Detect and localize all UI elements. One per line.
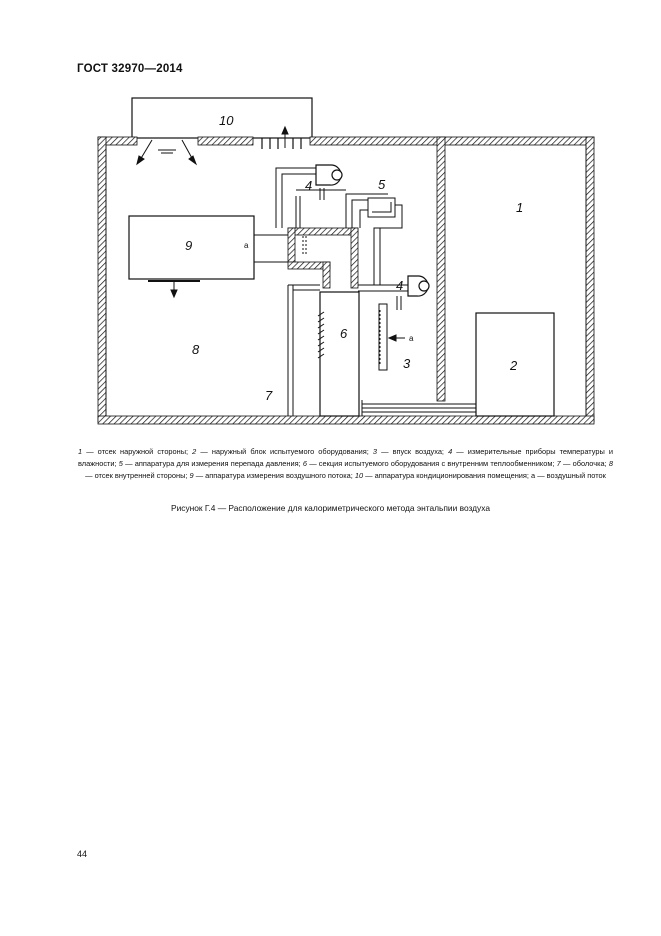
label-6: 6 [340, 326, 348, 341]
label-4-upper: 4 [305, 178, 313, 193]
label-2: 2 [510, 358, 518, 373]
fan-upper [316, 165, 342, 185]
label-9: 9 [185, 238, 193, 253]
legend-item: 4 — измерительные приборы температуры и влажности; [78, 447, 613, 468]
refrigerant-pipes [362, 400, 478, 416]
figure-legend [78, 446, 613, 482]
calorimeter-diagram [0, 0, 661, 440]
label-3: 3 [403, 356, 411, 371]
legend-item: 3 — впуск воздуха; [372, 447, 449, 456]
legend-item: 6 — секция испытуемого оборудования с внутренним теплообменником; [302, 459, 557, 468]
figure-caption: Рисунок Г.4 — Расположение для калориметрического метода энтальпии воздуха [171, 503, 490, 513]
legend-item: 10 — аппаратура кондиционирования помещения; [354, 471, 532, 480]
label-7: 7 [265, 388, 273, 403]
legend-item: 1 — отсек наружной стороны; [78, 447, 193, 456]
label-10: 10 [219, 113, 234, 128]
legend-item: a — воздушный поток [531, 471, 606, 480]
pressure-difference-apparatus [360, 198, 402, 285]
label-5: 5 [378, 177, 386, 192]
legend-item: 5 — аппаратура для измерения перепада давления; [118, 459, 303, 468]
enclosure-channel [288, 228, 358, 288]
connecting-duct [254, 235, 288, 262]
legend-item: 8 — отсек внутренней стороны; [85, 459, 613, 480]
label-8: 8 [192, 342, 200, 357]
fan-lower [408, 276, 429, 296]
page-number: 44 [77, 849, 88, 859]
label-1: 1 [516, 200, 524, 215]
label-a-duct: a [244, 241, 249, 250]
document-header: ГОСТ 32970—2014 [77, 63, 183, 75]
return-air-grille [262, 138, 301, 149]
temp-humidity-sensor-lower [397, 296, 401, 310]
legend-item: 2 — наружный блок испытуемого оборудования; [192, 447, 373, 456]
enclosure-shell [288, 285, 320, 416]
label-4-lower: 4 [396, 278, 404, 293]
apparatus-9-down-arrow [171, 282, 177, 297]
legend-item: 7 — оболочка; [556, 459, 609, 468]
inlet-airflow-arrow [389, 335, 405, 341]
supply-air-arrows [137, 140, 196, 164]
indoor-heat-exchanger-section [320, 292, 359, 416]
measurement-grid-inner [303, 236, 306, 256]
legend-item: 9 — аппаратура измерения воздушного потока; [189, 471, 355, 480]
label-a-inlet: a [409, 334, 414, 343]
